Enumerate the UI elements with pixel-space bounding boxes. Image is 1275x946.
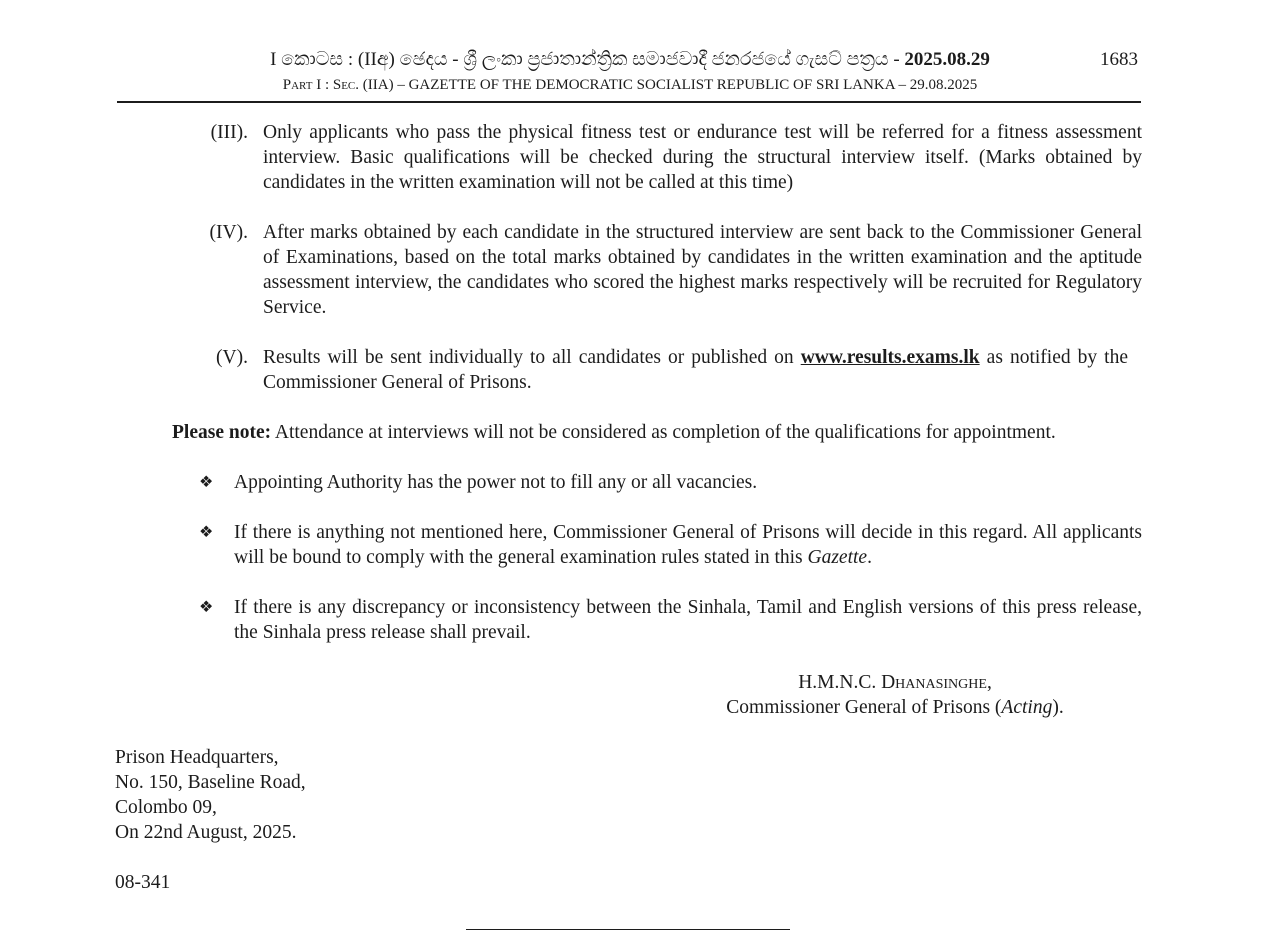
address-date: On 22nd August, 2025. xyxy=(115,822,297,843)
signatory-name xyxy=(640,670,1150,695)
header-part: Part I : xyxy=(282,77,330,93)
bullet-text-before: If there is anything not mentioned here, Commissioner General of Prisons will decide in this regard. All applicants will be bound to comply with the general examination rules stated in this xyxy=(234,522,1142,568)
bullet-text: Appointing Authority has the power not to fill any or all vacancies. xyxy=(234,472,758,493)
list-text xyxy=(263,345,1128,395)
signatory-title-after: ). xyxy=(1052,697,1064,718)
bullet-text xyxy=(234,520,1142,570)
signatory-comma: , xyxy=(986,672,992,693)
signatory-initials: H.M.N.C. xyxy=(798,672,882,693)
header-english xyxy=(0,75,1260,95)
header-sinhala xyxy=(0,48,1260,72)
gazette-italic: Gazette xyxy=(807,547,868,568)
list-text: After marks obtained by each candidate in the structured interview are sent back to the Commissioner General of Examinations, based on the total marks obtained by candidates in the written examination and the aptitude assessment interview, the candidates who scored the highest marks respectively will be recruited for Regulatory Service. xyxy=(263,222,1142,318)
footer-divider xyxy=(466,929,790,930)
page-number: 1683 xyxy=(1100,49,1138,70)
header-sinhala-title: I කොටස : (IIඅ) ඡෙදය - ශ්‍රී ලංකා ප්‍රජාතාන්ත්‍රික සමාජවාදී ජනරජයේ ගැසට් පත්‍රය - xyxy=(270,49,905,70)
diamond-bullet-icon: ❖ xyxy=(199,524,214,541)
address-line: Prison Headquarters, xyxy=(115,747,279,768)
signatory-title-before: Commissioner General of Prisons ( xyxy=(726,697,1002,718)
signatory-surname: Dhanasinghe xyxy=(881,672,987,693)
address-line: No. 150, Baseline Road, xyxy=(115,772,306,793)
list-text: Only applicants who pass the physical fitness test or endurance test will be referred for a fitness assessment interview. Basic qualifications will be checked during the structural interview itself. (Marks obtained by candidates in the written examination will not be called at this time) xyxy=(263,122,1142,193)
list-number: (V). xyxy=(216,347,248,368)
header-sec: Sec. xyxy=(332,77,360,93)
address-line: Colombo 09, xyxy=(115,797,217,818)
bullet-text: If there is any discrepancy or inconsistency between the Sinhala, Tamil and English versions of this press release, the Sinhala press release shall prevail. xyxy=(234,597,1142,643)
list-number: (III). xyxy=(210,122,248,143)
please-note-text: Attendance at interviews will not be considered as completion of the qualifications for appointment. xyxy=(271,422,1056,443)
reference-number: 08-341 xyxy=(115,872,171,893)
please-note-label: Please note: xyxy=(172,422,272,443)
signatory-title xyxy=(640,695,1150,720)
list-text-before-link: Results will be sent individually to all candidates or published on xyxy=(263,347,801,368)
header-divider xyxy=(117,101,1141,103)
list-text-after-link: as notified by the Commissioner General of Prisons. xyxy=(263,347,1128,393)
diamond-bullet-icon: ❖ xyxy=(199,599,214,616)
header-english-title: (IIA) – GAZETTE OF THE DEMOCRATIC SOCIALIST REPUBLIC OF SRI LANKA – 29.08.2025 xyxy=(359,77,978,93)
signatory-title-acting: Acting xyxy=(1001,697,1053,718)
results-website-link[interactable]: www.results.exams.lk xyxy=(800,347,980,368)
please-note xyxy=(172,420,1152,445)
bullet-text-after: . xyxy=(867,547,872,568)
diamond-bullet-icon: ❖ xyxy=(199,474,214,491)
list-number: (IV). xyxy=(209,222,248,243)
header-sinhala-date: 2025.08.29 xyxy=(904,49,990,70)
